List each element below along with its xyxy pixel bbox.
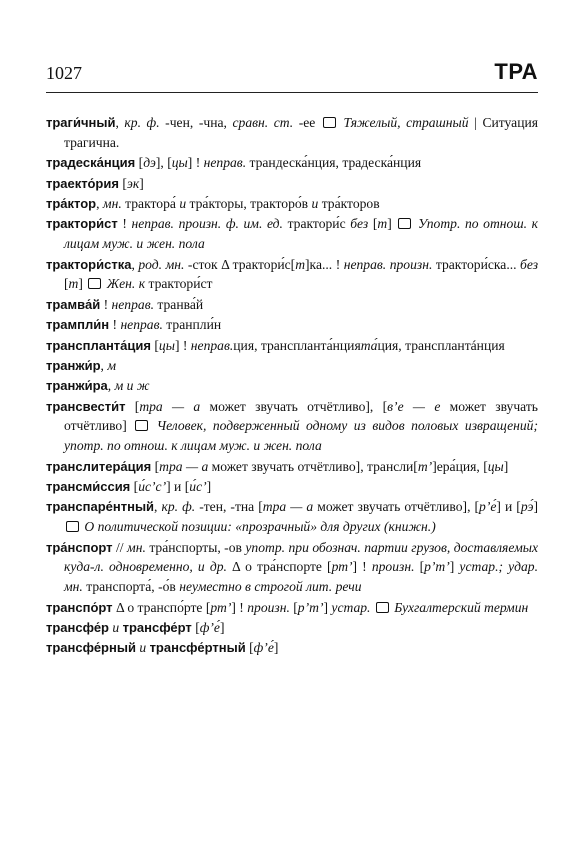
entry-list: [46, 113, 538, 659]
entry-variant-headword: трансфе́рт: [122, 620, 192, 636]
entry-headword: трампли́н: [46, 317, 110, 333]
entry-label: ртʼ: [210, 599, 232, 615]
entry-text: ,: [100, 357, 108, 373]
entry-text: !: [117, 216, 132, 232]
square-meaning-icon: [376, 602, 389, 613]
entry-text: трактори́с: [282, 216, 351, 232]
entry-label: и: [112, 620, 120, 636]
entry-label: и́сʼ: [189, 479, 207, 495]
entry-label: мн.: [127, 539, 146, 555]
entry-text: [: [130, 479, 139, 495]
entry-text: Δ о тра́нспорте [: [226, 559, 332, 575]
entry-label: тра — а: [139, 398, 201, 414]
entry-label: фʼе́: [199, 620, 220, 636]
entry-headword: траекто́рия: [46, 175, 119, 191]
square-meaning-icon: [398, 218, 411, 229]
entry-text: может звучать отчётливо], трансли[: [208, 458, 418, 474]
entry-label: неправ. произн. ф. им. ед.: [131, 216, 283, 232]
entry-label: Тяжелый, страшный: [337, 115, 469, 130]
dictionary-entry: [46, 315, 538, 335]
entry-text: ]: [78, 276, 87, 292]
entry-text: [: [414, 559, 425, 575]
dictionary-entry: [46, 618, 538, 638]
entry-text: -тен, -тна [: [195, 499, 263, 515]
entry-label: и: [139, 640, 147, 656]
entry-label: вʼе — е: [387, 398, 441, 414]
entry-text: !: [109, 317, 121, 333]
entry-label: т: [377, 216, 388, 232]
entry-text: транспорта́, -о́в: [82, 579, 180, 595]
entry-text: [: [151, 458, 160, 474]
entry-label: сравн. ст.: [232, 115, 294, 130]
entry-label: неправ.: [203, 155, 247, 171]
entry-label: без: [520, 256, 539, 272]
entry-label: и: [311, 195, 319, 211]
entry-text: трактори́ска...: [432, 256, 521, 272]
dictionary-entry: [46, 538, 538, 597]
entry-label: и́сʼсʼ: [138, 479, 167, 495]
entry-label: эк: [126, 175, 140, 191]
entry-label: неправ. произн.: [343, 256, 433, 272]
entry-text: Δ о транспо́рте [: [112, 599, 211, 615]
entry-label: Человек, подверженный одному из видов половых извращений; употр. по отнош. к лицам муж. и жен. пола: [64, 418, 538, 454]
entry-text: [370, 600, 373, 615]
entry-text: ,: [131, 256, 139, 272]
entry-label: рʼе́: [479, 499, 497, 515]
entry-text: -чен, -чна,: [159, 115, 233, 130]
entry-headword: транжи́ра: [46, 378, 108, 394]
entry-text: ,: [154, 499, 162, 515]
entry-text: транпли́н: [162, 317, 222, 333]
dictionary-entry: [46, 598, 538, 618]
entry-headword: тра́ктор: [46, 195, 97, 211]
dictionary-entry: [46, 397, 538, 456]
dictionary-entry: [46, 457, 538, 477]
entry-text: [: [289, 599, 298, 615]
entry-label: неуместно в строгой лит. речи: [179, 579, 362, 595]
page-header: [46, 57, 538, 91]
entry-headword: транспо́рт: [46, 599, 113, 615]
entry-text: | Ситуация трагична.: [64, 115, 538, 150]
entry-text: !: [100, 296, 112, 312]
entry-text: ция, транспланта́нция: [233, 337, 361, 353]
entry-text: ,: [96, 195, 103, 211]
entry-label: Бухгалтерский термин: [390, 599, 529, 615]
entry-text: ] !: [352, 559, 372, 575]
entry-text: трактора́: [121, 195, 180, 211]
entry-headword: транспланта́ция: [46, 337, 151, 353]
entry-headword: тра́нспорт: [46, 539, 113, 555]
square-meaning-icon: [66, 521, 79, 532]
entry-text: [: [118, 175, 127, 191]
entry-headword: трактори́стка: [46, 256, 132, 272]
entry-label: фʼе́: [253, 640, 274, 656]
entry-text: ция, трансплантáнция: [377, 337, 505, 353]
entry-text: [: [245, 640, 254, 656]
dictionary-entry: [46, 497, 538, 537]
dictionary-entry: [46, 214, 538, 254]
entry-text: ]: [323, 599, 332, 615]
entry-text: [: [191, 620, 200, 636]
entry-label: цы: [171, 155, 188, 171]
entry-label: рʼтʼ: [297, 599, 324, 615]
dictionary-entry: [46, 356, 538, 376]
entry-headword: трансми́ссия: [46, 479, 131, 495]
entry-text: ]: [206, 479, 212, 495]
entry-headword: транслитера́ция: [46, 458, 152, 474]
entry-label: м и ж: [114, 378, 150, 394]
dictionary-entry: [46, 638, 538, 658]
entry-text: ] и [: [496, 499, 521, 515]
entry-text: ,: [107, 378, 115, 394]
entry-text: трактори́ст: [145, 276, 213, 292]
entry-label: рэ́: [520, 499, 534, 515]
dictionary-entry: [46, 336, 538, 356]
entry-text: ] и [: [166, 479, 190, 495]
entry-text: [: [125, 398, 140, 414]
entry-text: ] !: [174, 337, 191, 353]
entry-text: -сток Δ трактори́с[: [184, 256, 296, 272]
entry-label: м: [107, 357, 117, 373]
square-meaning-icon: [323, 117, 336, 128]
entry-headword: трансфе́рный: [46, 640, 136, 656]
entry-headword: традеска́нция: [46, 155, 136, 171]
entry-label: мн.: [102, 195, 122, 211]
entry-text: может звучать отчётливо]: [64, 398, 538, 434]
entry-text: ]: [503, 458, 509, 474]
entry-text: ]: [273, 640, 279, 656]
entry-text: [: [64, 276, 69, 292]
entry-headword: трамва́й: [46, 296, 101, 312]
entry-label: род. мн.: [138, 256, 185, 272]
dictionary-entry: [46, 174, 538, 194]
entry-label: Жен. к: [103, 276, 146, 292]
entry-label: употр. при обознач. партии грузов, доставляемых куда-л. одновременно, и др.: [64, 539, 538, 575]
dictionary-entry: [46, 477, 538, 497]
entry-text: тра́нспорты, -ов: [145, 539, 246, 555]
entry-label: тра — а: [159, 458, 209, 474]
entry-text: -ее: [293, 115, 321, 130]
entry-headword: транжи́р: [46, 357, 101, 373]
entry-text: тра́кторов: [318, 195, 380, 211]
entry-label: и: [179, 195, 187, 211]
entry-label: без: [350, 216, 369, 232]
entry-text: [: [135, 155, 144, 171]
entry-text: [: [368, 216, 378, 232]
entry-text: может звучать отчётливо], [: [313, 499, 480, 515]
dictionary-entry: [46, 255, 538, 295]
entry-text: может звучать отчётливо], [: [200, 398, 388, 414]
entry-label: ртʼ: [331, 559, 353, 575]
entry-label: т: [295, 256, 306, 272]
square-meaning-icon: [88, 278, 101, 289]
entry-label: Употр. по отнош. к лицам муж. и жен. пола: [64, 216, 538, 252]
entry-text: транва́й: [154, 296, 204, 312]
entry-label: цы: [158, 337, 175, 353]
entry-label: дэ: [143, 155, 156, 171]
page-number: 1027: [46, 63, 82, 83]
entry-headword: трактори́ст: [46, 216, 118, 232]
entry-text: трандеска́нция, традеска́нция: [246, 155, 422, 171]
square-meaning-icon: [135, 420, 148, 431]
entry-label: неправ.: [111, 296, 154, 312]
entry-label: произн.: [371, 559, 415, 575]
entry-text: ]ера́ция, [: [432, 458, 488, 474]
entry-label: произн.: [247, 599, 290, 615]
entry-text: ]ка... !: [305, 256, 344, 272]
entry-text: ]: [533, 499, 538, 515]
entry-label: неправ.: [120, 317, 163, 333]
entry-text: ] !: [231, 599, 248, 615]
dictionary-entry: [46, 376, 538, 396]
header-rule: [46, 92, 538, 93]
entry-label: устар.; удар. мн.: [64, 559, 538, 595]
entry-label: О политической позиции: «прозрачный» для других (книжн.): [81, 519, 436, 535]
entry-text: ]: [449, 559, 460, 575]
entry-label: тра — а: [262, 499, 314, 515]
dictionary-entry: [46, 194, 538, 214]
entry-text: //: [112, 539, 128, 555]
entry-headword: траги́чный: [46, 115, 116, 130]
entry-headword: транспаре́нтный: [46, 499, 155, 515]
entry-text: тра́кторы, тракторо́в: [186, 195, 312, 211]
entry-label: неправ.: [190, 337, 234, 353]
entry-label: тʼ: [417, 458, 433, 474]
entry-text: [: [150, 337, 159, 353]
entry-text: ] !: [187, 155, 204, 171]
entry-headword: трансфе́р: [46, 620, 109, 636]
entry-variant-headword: трансфе́ртный: [149, 640, 246, 656]
dictionary-entry: [46, 295, 538, 315]
entry-label: та́: [360, 337, 378, 353]
running-head: ТРА: [494, 59, 538, 84]
entry-label: устар.: [331, 599, 371, 615]
entry-label: кр. ф.: [124, 115, 160, 130]
entry-text: ]: [139, 175, 144, 191]
dictionary-entry: [46, 113, 538, 153]
entry-text: ], [: [155, 155, 172, 171]
entry-label: т: [68, 276, 79, 292]
entry-label: рʼтʼ: [424, 559, 450, 575]
entry-text: ]: [387, 216, 397, 232]
entry-label: цы: [487, 458, 504, 474]
entry-label: кр. ф.: [161, 499, 196, 515]
entry-headword: трансвести́т: [46, 398, 126, 414]
entry-text: ]: [219, 620, 225, 636]
dictionary-entry: [46, 153, 538, 173]
entry-text: ,: [115, 115, 125, 130]
